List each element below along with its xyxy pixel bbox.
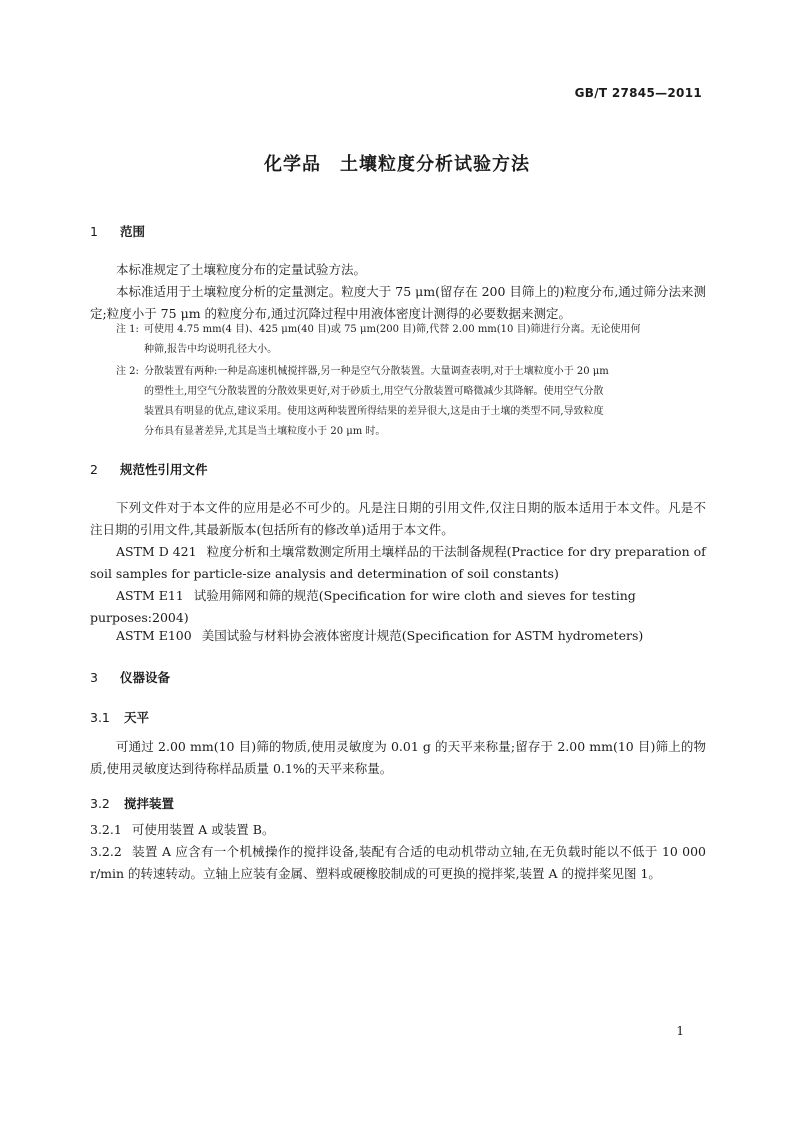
note-line: 分布具有显著差异,尤其是当土壤粒度小于 20 μm 时。 <box>144 426 386 437</box>
section-number: 3 <box>90 670 98 685</box>
section-2-heading <box>90 460 208 478</box>
subsection-3-1-heading <box>90 708 149 726</box>
section-number: 2 <box>90 462 98 477</box>
subsection-number: 3.1 <box>90 710 110 725</box>
note-2 <box>116 362 706 442</box>
reference-item <box>90 625 706 647</box>
reference-code: ASTM E100 <box>116 628 192 643</box>
paragraph: 本标准适用于土壤粒度分析的定量测定。粒度大于 75 μm(留存在 200 目筛上的)粒度分布,通过筛分法来测定;粒度小于 75 μm 的粒度分布,通过沉降过程中用液体密度计测得的必要数据来测定。 <box>90 284 706 321</box>
reference-code: ASTM D 421 <box>116 544 197 559</box>
page-number: 1 <box>676 1024 684 1038</box>
note-line: 可使用 4.75 mm(4 目)、425 μm(40 目)或 75 μm(200 目)筛,代替 2.00 mm(10 目)筛进行分离。无论使用何 <box>144 324 641 335</box>
note-1 <box>116 320 706 360</box>
note-line: 分散装置有两种:一种是高速机械搅拌器,另一种是空气分散装置。大量调查表明,对于土壤粒度小于 20 μm <box>144 366 609 377</box>
section-title: 规范性引用文件 <box>120 462 208 477</box>
standard-code: GB/T 27845—2011 <box>574 86 702 100</box>
section-number: 1 <box>90 224 98 239</box>
reference-text: 美国试验与材料协会液体密度计规范(Specification for ASTM hydrometers) <box>201 628 644 643</box>
paragraph: 可通过 2.00 mm(10 目)筛的物质,使用灵敏度为 0.01 g 的天平来称量;留存于 2.00 mm(10 目)筛上的物质,使用灵敏度达到待称样品质量 0.1%的天平来称量。 <box>90 739 706 776</box>
reference-text: 试验用筛网和筛的规范(Specification for wire cloth and sieves for testing purposes:2004) <box>90 588 636 625</box>
clause-number: 3.2.1 <box>90 822 122 837</box>
clause-text: 装置 A 应含有一个机械操作的搅拌设备,装配有合适的电动机带动立轴,在无负载时能以不低于 10 000 r/min 的转速转动。立轴上应装有金属、塑料或硬橡胶制成的可更换的搅拌桨,装置 A 的搅拌桨见图 1。 <box>90 844 706 881</box>
clause-3-2-1 <box>90 819 706 841</box>
paragraph: 本标准规定了土壤粒度分布的定量试验方法。 <box>116 262 367 277</box>
section-title: 仪器设备 <box>120 670 171 685</box>
reference-code: ASTM E11 <box>116 588 184 603</box>
clause-number: 3.2.2 <box>90 844 122 859</box>
clause-3-2-2 <box>90 841 706 885</box>
reference-text: 粒度分析和土壤常数测定所用土壤样品的干法制备规程(Practice for dry preparation of soil samples for particle-size analysis and determination of soil constants) <box>90 544 706 581</box>
note-line: 的塑性土,用空气分散装置的分散效果更好,对于砂质土,用空气分散装置可略微减少其降解。使用空气分散 <box>144 386 604 397</box>
note-label: 注 1: <box>116 324 139 335</box>
subsection-number: 3.2 <box>90 796 110 811</box>
section-1-heading <box>90 222 145 240</box>
subsection-title: 搅拌装置 <box>124 796 175 811</box>
note-line: 装置具有明显的优点,建议采用。使用这两种装置所得结果的差异很大,这是由于土壤的类型不同,导致粒度 <box>144 406 604 417</box>
subsection-3-2-heading <box>90 794 174 812</box>
note-line: 种筛,报告中均说明孔径大小。 <box>144 344 278 355</box>
reference-item <box>90 541 706 585</box>
note-label: 注 2: <box>116 366 139 377</box>
section-3-heading <box>90 668 170 686</box>
paragraph: 下列文件对于本文件的应用是必不可少的。凡是注日期的引用文件,仅注日期的版本适用于本文件。凡是不注日期的引用文件,其最新版本(包括所有的修改单)适用于本文件。 <box>90 500 706 537</box>
section-title: 范围 <box>120 224 146 239</box>
clause-text: 可使用装置 A 或装置 B。 <box>131 822 275 837</box>
subsection-title: 天平 <box>124 710 150 725</box>
reference-item <box>90 585 706 629</box>
document-title: 化学品 土壤粒度分析试验方法 <box>264 154 530 175</box>
